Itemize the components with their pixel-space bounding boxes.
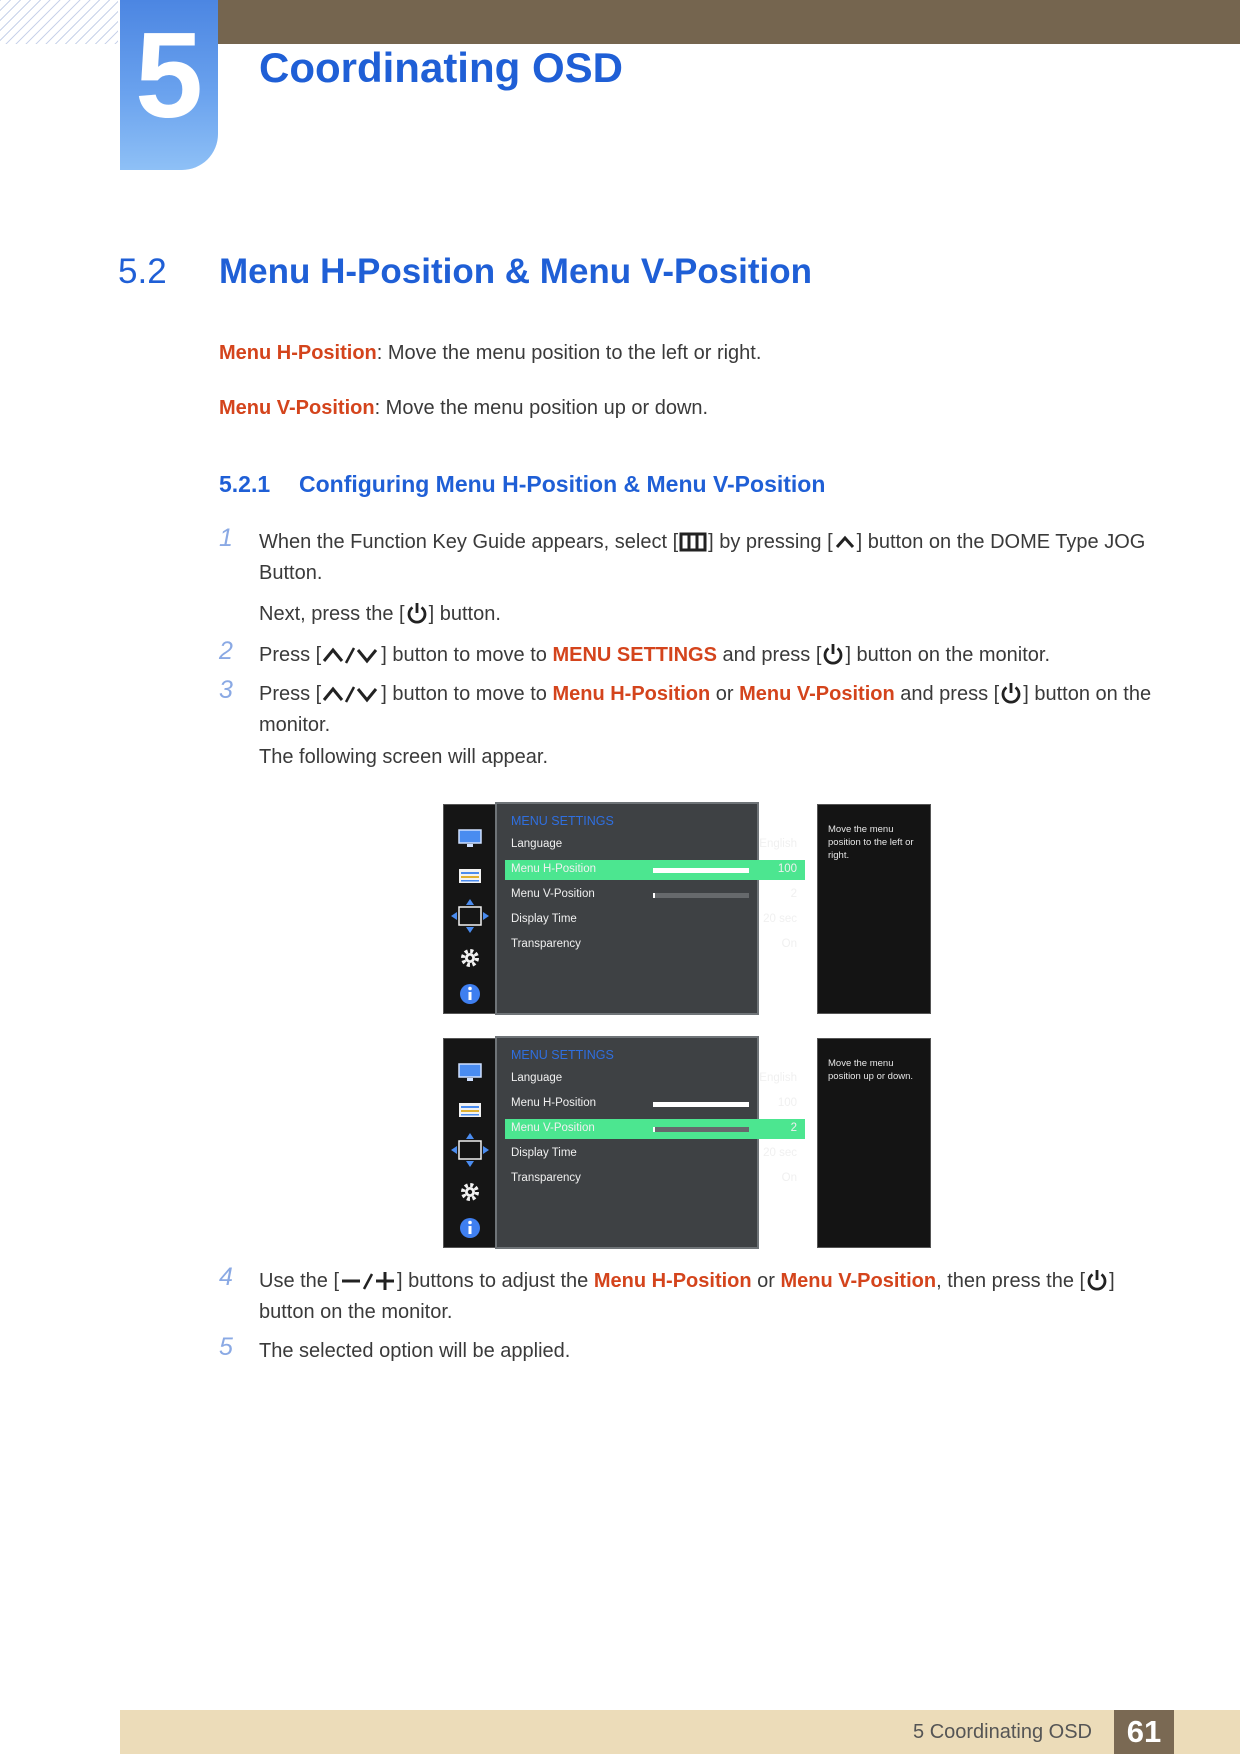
osd-menu-panel bbox=[495, 802, 797, 1015]
osd-screenshot-v-position bbox=[443, 1036, 931, 1249]
subsection-number: 5.2.1 bbox=[219, 471, 271, 497]
picture-settings-icon bbox=[456, 1097, 484, 1123]
up-down-icon bbox=[322, 644, 380, 666]
monitor-icon bbox=[456, 1059, 484, 1085]
step-2: Press [ ] button to move to MENU SETTINGS and press [ ] button on the monitor. bbox=[259, 644, 1051, 666]
osd-menu-panel bbox=[495, 1036, 797, 1249]
step-number: 1 bbox=[219, 524, 233, 552]
chevron-up-icon bbox=[834, 531, 856, 553]
osd-menu-title: MENU SETTINGS bbox=[511, 814, 614, 828]
step-3-note: The following screen will appear. bbox=[259, 746, 549, 768]
osd-slider bbox=[653, 893, 749, 898]
step-number: 5 bbox=[219, 1333, 233, 1361]
info-icon bbox=[456, 1215, 484, 1241]
gear-icon bbox=[456, 945, 484, 971]
power-icon bbox=[1086, 1268, 1108, 1292]
osd-row-v-position: Menu V-Position 2 bbox=[505, 1119, 805, 1139]
osd-row-v-position: Menu V-Position 2 bbox=[511, 888, 797, 900]
osd-slider bbox=[653, 1127, 749, 1132]
chapter-number: 5 bbox=[135, 7, 203, 143]
power-icon bbox=[1000, 681, 1022, 705]
osd-menu-title: MENU SETTINGS bbox=[511, 1048, 614, 1062]
header-hatch-pattern bbox=[0, 0, 118, 44]
osd-row-display-time: Display Time 20 sec bbox=[511, 913, 797, 925]
osd-row-language: Language English bbox=[511, 1072, 797, 1084]
position-move-icon bbox=[450, 1132, 490, 1168]
section-title: Menu H-Position & Menu V-Position bbox=[219, 252, 813, 291]
term: Menu V-Position bbox=[219, 397, 375, 419]
osd-row-transparency: Transparency On bbox=[511, 938, 797, 950]
power-icon bbox=[822, 642, 844, 666]
step-1: When the Function Key Guide appears, select [ ] by pressing [ ] button on the DOME Type JOG Button. bbox=[259, 531, 1146, 584]
section-number: 5.2 bbox=[118, 252, 167, 291]
picture-settings-icon bbox=[456, 863, 484, 889]
definition-h-position: Menu H-Position: Move the menu position to the left or right. bbox=[219, 342, 762, 364]
position-move-icon bbox=[450, 898, 490, 934]
page-footer bbox=[120, 1710, 1240, 1754]
menu-icon bbox=[679, 531, 707, 553]
definition-v-position: Menu V-Position: Move the menu position up or down. bbox=[219, 397, 709, 419]
header-bar bbox=[218, 0, 1240, 44]
osd-help-text: Move the menu position to the left or right. bbox=[817, 804, 931, 1014]
osd-sidebar bbox=[443, 804, 496, 1014]
step-number: 2 bbox=[219, 637, 233, 665]
page-number: 61 bbox=[1114, 1710, 1174, 1754]
osd-row-transparency: Transparency On bbox=[511, 1172, 797, 1184]
power-icon bbox=[406, 601, 428, 625]
chapter-title: Coordinating OSD bbox=[259, 44, 623, 91]
osd-sidebar bbox=[443, 1038, 496, 1248]
osd-row-h-position: Menu H-Position 100 bbox=[505, 860, 805, 880]
step-3: Press [ ] button to move to Menu H-Position or Menu V-Position and press [ ] button on the monitor. bbox=[259, 683, 1152, 736]
osd-slider bbox=[653, 868, 749, 873]
step-number: 3 bbox=[219, 676, 233, 704]
osd-row-display-time: Display Time 20 sec bbox=[511, 1147, 797, 1159]
step-1-next: Next, press the [ ] button. bbox=[259, 603, 501, 625]
footer-chapter: 5 Coordinating OSD bbox=[913, 1721, 1092, 1743]
osd-row-h-position: Menu H-Position 100 bbox=[511, 1097, 797, 1109]
osd-row-language: Language English bbox=[511, 838, 797, 850]
term: Menu H-Position bbox=[219, 342, 377, 364]
monitor-icon bbox=[456, 825, 484, 851]
info-icon bbox=[456, 981, 484, 1007]
osd-help-text: Move the menu position up or down. bbox=[817, 1038, 931, 1248]
step-5: The selected option will be applied. bbox=[259, 1340, 571, 1362]
minus-plus-icon bbox=[340, 1270, 396, 1292]
subsection-title: Configuring Menu H-Position & Menu V-Position bbox=[299, 471, 826, 497]
osd-screenshot-h-position bbox=[443, 802, 931, 1015]
step-4: Use the [ ] buttons to adjust the Menu H-Position or Menu V-Position, then press the [ ] button on the monitor. bbox=[259, 1270, 1115, 1323]
step-number: 4 bbox=[219, 1263, 233, 1291]
gear-icon bbox=[456, 1179, 484, 1205]
osd-slider bbox=[653, 1102, 749, 1107]
up-down-icon bbox=[322, 683, 380, 705]
chapter-tab bbox=[120, 0, 218, 170]
